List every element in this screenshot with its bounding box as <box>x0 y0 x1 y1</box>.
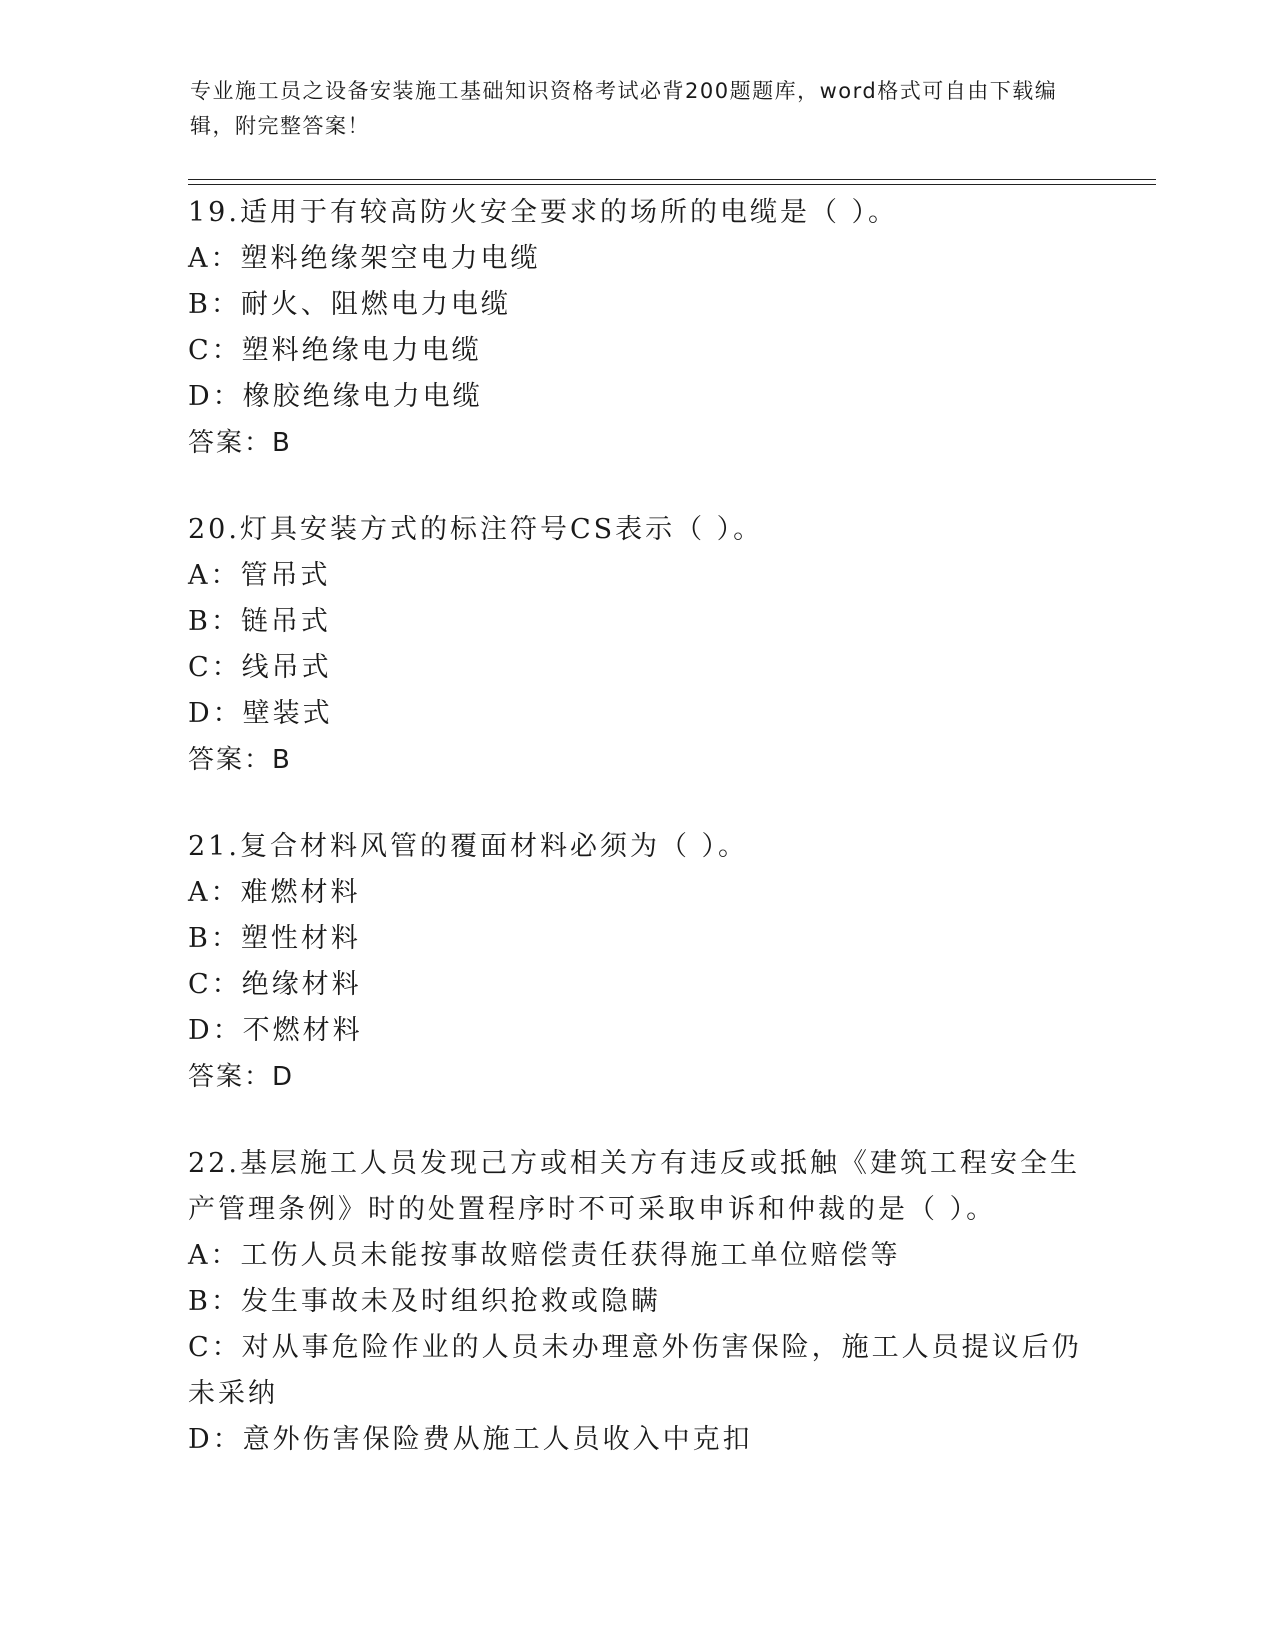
question-list <box>188 190 1088 1504</box>
question-stem: 22.基层施工人员发现己方或相关方有违反或抵触《建筑工程安全生产管理条例》时的处置程序时不可采取申诉和仲裁的是（ ）。 <box>188 1148 1080 1225</box>
question-stem: 21.复合材料风管的覆面材料必须为（ ）。 <box>188 831 749 862</box>
option-d: D：不燃材料 <box>188 1015 363 1046</box>
option-a: A：塑料绝缘架空电力电缆 <box>188 243 541 274</box>
document-header: 专业施工员之设备安装施工基础知识资格考试必背200题题库，word格式可自由下载编辑，附完整答案！ <box>190 79 1058 138</box>
header-divider-top <box>188 179 1156 180</box>
option-d: D：橡胶绝缘电力电缆 <box>188 381 483 412</box>
option-c: C：塑料绝缘电力电缆 <box>188 335 482 366</box>
option-b: B：塑性材料 <box>188 923 361 954</box>
option-b: B：耐火、阻燃电力电缆 <box>188 289 511 320</box>
answer-line: 答案：D <box>188 1062 295 1092</box>
question-stem: 19.适用于有较高防火安全要求的场所的电缆是（ ）。 <box>188 197 899 228</box>
option-c: C：线吊式 <box>188 652 332 683</box>
option-a: A：管吊式 <box>188 560 331 591</box>
question-22 <box>188 1141 1088 1463</box>
option-c: C：绝缘材料 <box>188 969 362 1000</box>
option-d: D：意外伤害保险费从施工人员收入中克扣 <box>188 1424 753 1455</box>
option-a: A：难燃材料 <box>188 877 361 908</box>
header-divider-bottom <box>188 184 1156 185</box>
answer-line: 答案：B <box>188 428 292 458</box>
option-b: B：链吊式 <box>188 606 331 637</box>
question-20 <box>188 507 1088 783</box>
option-c: C：对从事危险作业的人员未办理意外伤害保险，施工人员提议后仍未采纳 <box>188 1332 1082 1409</box>
question-21 <box>188 824 1088 1100</box>
question-stem: 20.灯具安装方式的标注符号CS表示（ ）。 <box>188 514 764 545</box>
question-19 <box>188 190 1088 466</box>
option-a: A：工伤人员未能按事故赔偿责任获得施工单位赔偿等 <box>188 1240 901 1271</box>
answer-line: 答案：B <box>188 745 292 775</box>
option-d: D：壁装式 <box>188 698 333 729</box>
option-b: B：发生事故未及时组织抢救或隐瞒 <box>188 1286 661 1317</box>
